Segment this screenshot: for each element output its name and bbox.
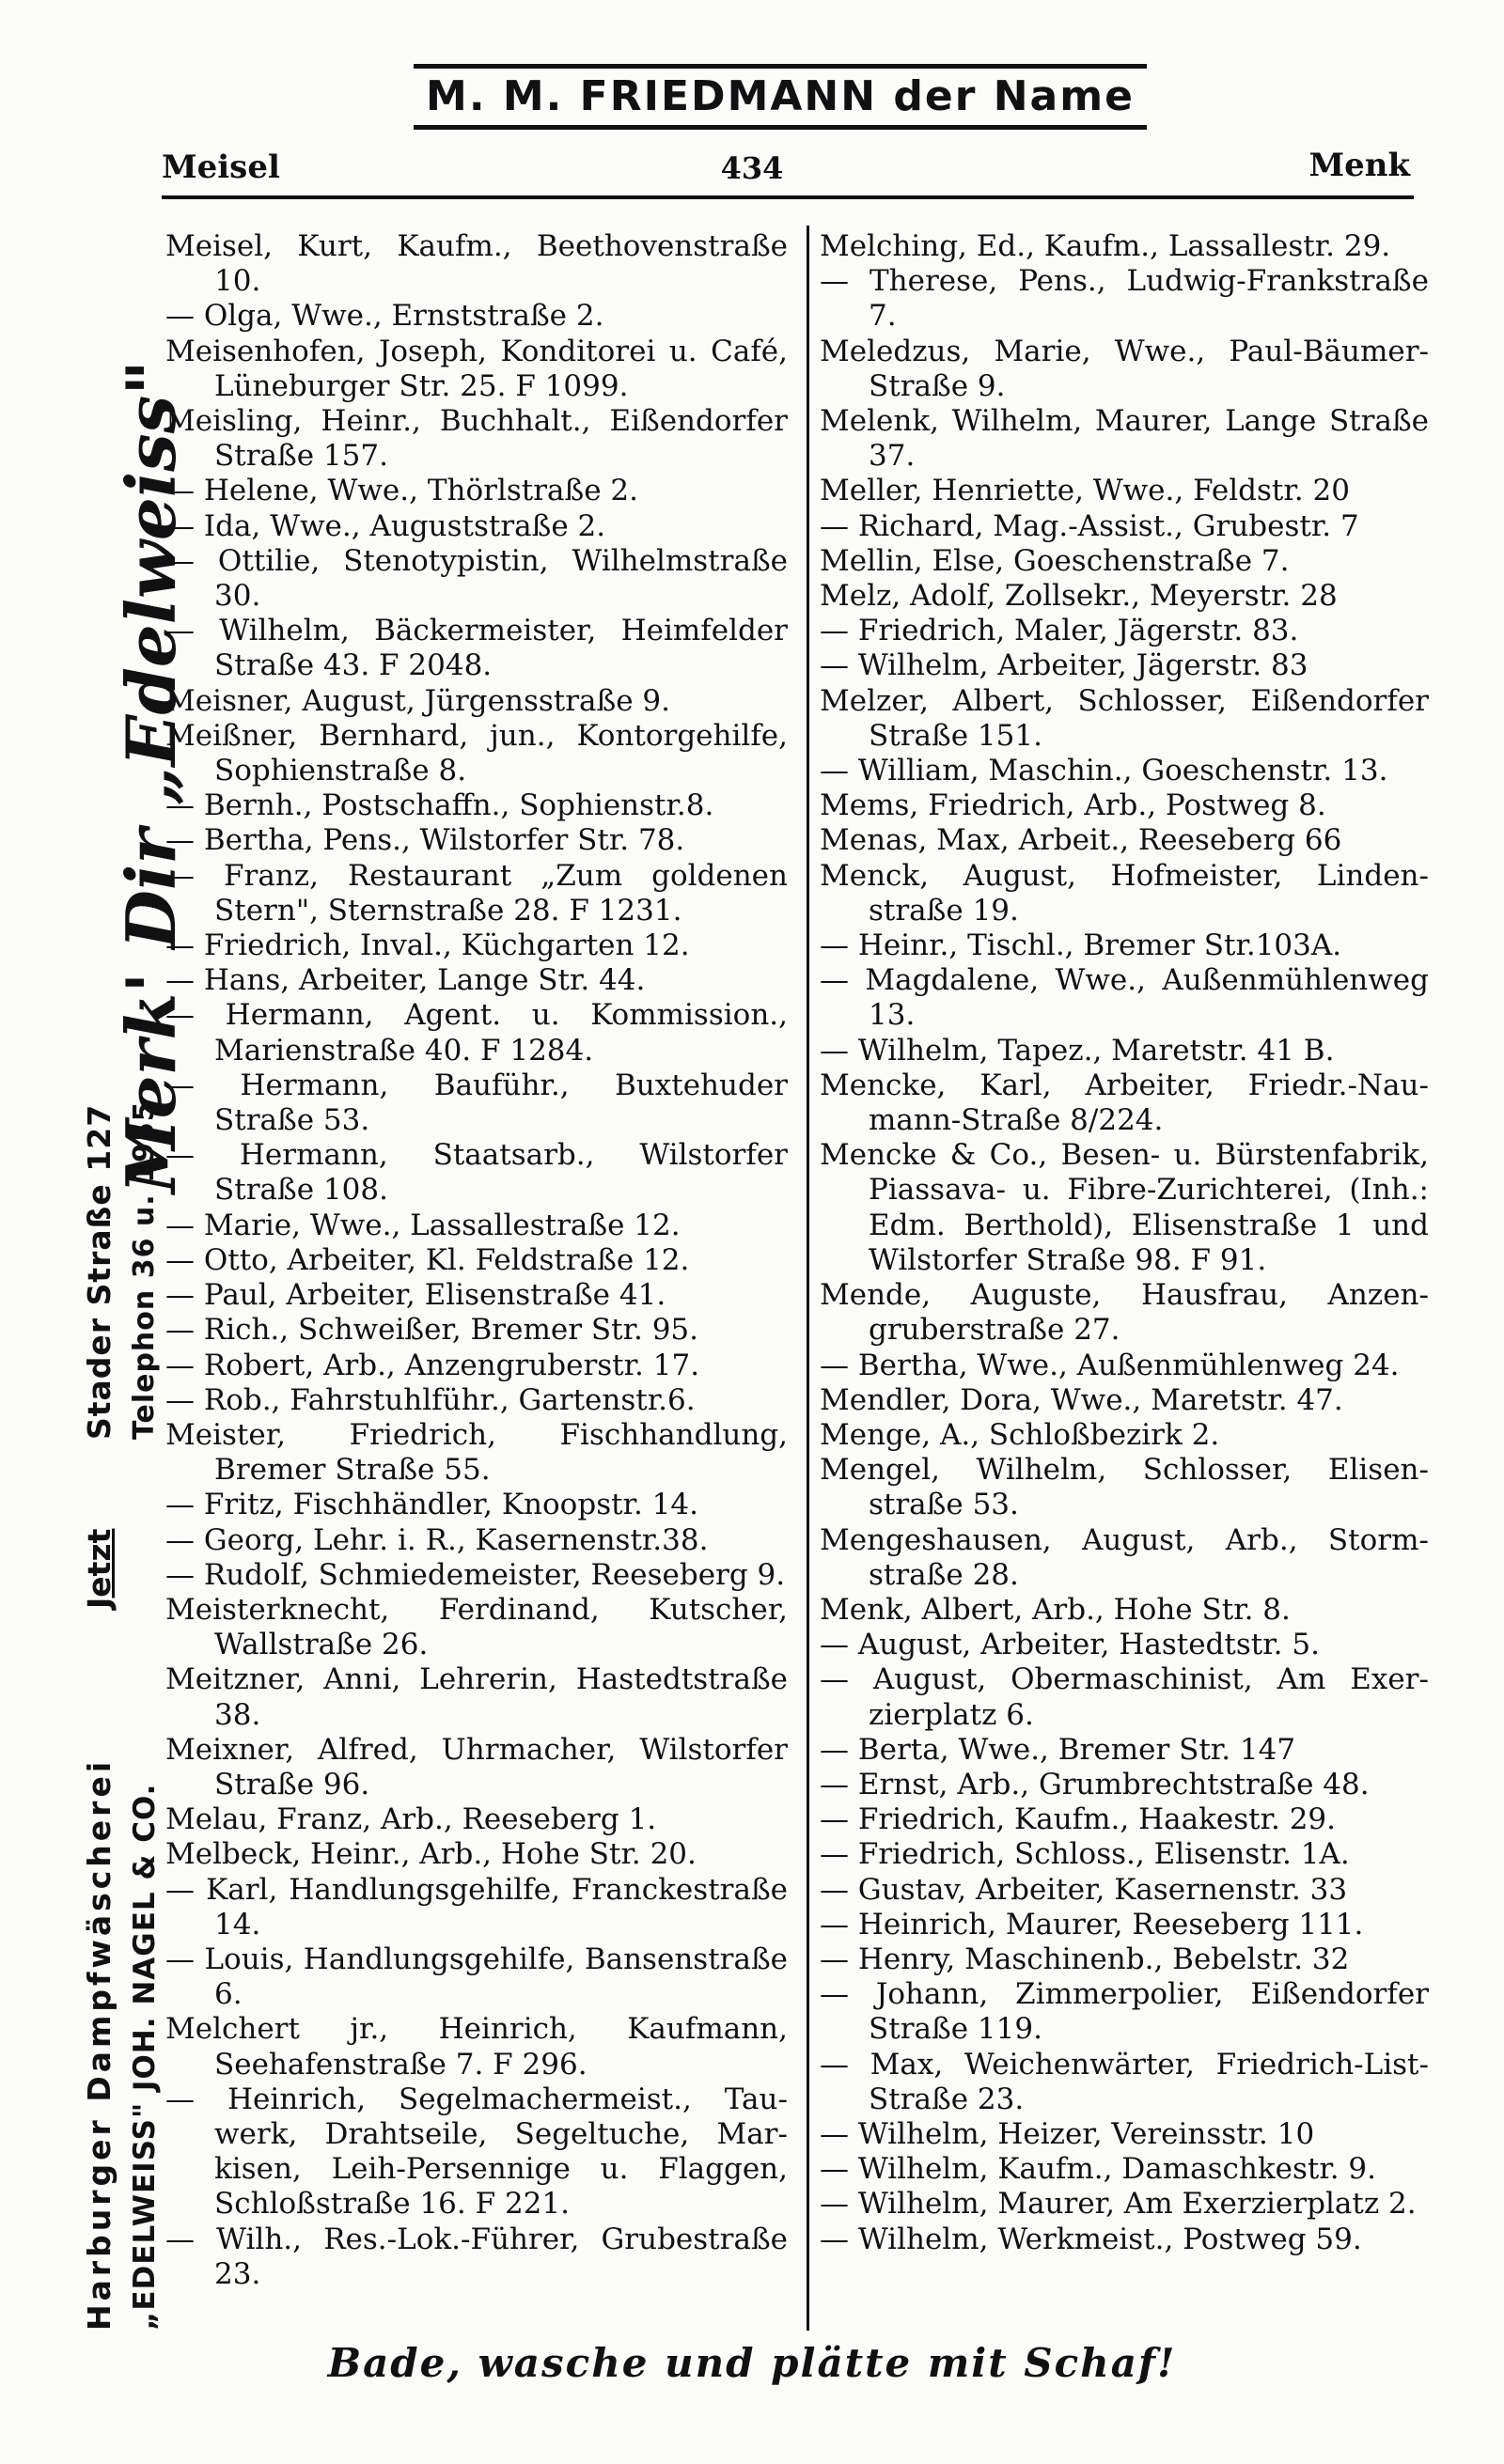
directory-entry: — Magdalene, Wwe., Außenmühlenweg 13. [820,963,1429,1033]
directory-entry: — Richard, Mag.-Assist., Grubestr. 7 [820,508,1359,543]
directory-entry: — Friedrich, Kaufm., Haakestr. 29. [820,1802,1337,1837]
right-column [820,229,1429,2257]
top-advertisement-banner [414,64,1147,130]
directory-entry: Mende, Auguste, Hausfrau, Anzengruberstraße 27. [820,1278,1429,1348]
directory-entry: Meißner, Bernhard, jun., Kontorgehilfe, Sophienstraße 8. [165,718,788,788]
directory-entry: Menk, Albert, Arb., Hohe Str. 8. [820,1592,1291,1627]
directory-entry: Mencke & Co., Besen- u. Bürstenfabrik, Piassava- u. Fibre-Zurichterei, (Inh.: Edm. Berthold), Elisenstraße 1 und Wilstorfer Straße 98. F 91. [820,1138,1429,1277]
directory-entry: — Ida, Wwe., Auguststraße 2. [165,508,606,543]
directory-entry: — Therese, Pens., Ludwig-Frankstraße 7. [820,264,1429,334]
directory-entry: Mellin, Else, Goeschenstraße 7. [820,543,1290,578]
directory-entry: — Hans, Arbeiter, Lange Str. 44. [165,963,646,998]
directory-entry: Melenk, Wilhelm, Maurer, Lange Straße 37. [820,404,1429,474]
page-number: 434 [720,150,784,186]
directory-entry: Menck, August, Hofmeister, Lindenstraße 19. [820,858,1429,928]
directory-entry: — Max, Weichenwärter, Friedrich-List-Straße 23. [820,2047,1429,2116]
directory-entry: — Wilh., Res.-Lok.-Führer, Grubestraße 23. [165,2222,788,2291]
directory-entry: — Wilhelm, Werkmeist., Postweg 59. [820,2222,1362,2256]
directory-entry: — Karl, Handlungsgehilfe, Franckestraße 14. [165,1872,788,1942]
directory-entry: — Wilhelm, Arbeiter, Jägerstr. 83 [820,648,1308,683]
directory-entry: Melz, Adolf, Zollsekr., Meyerstr. 28 [820,579,1338,614]
directory-entry: — Friedrich, Schloss., Elisenstr. 1A. [820,1837,1350,1872]
directory-entry: — Heinr., Tischl., Bremer Str.103A. [820,928,1342,963]
directory-entry: — Ottilie, Stenotypistin, Wilhelmstraße 30. [165,543,788,614]
header-rule [162,195,1414,199]
directory-entry: Meisel, Kurt, Kaufm., Beethovenstraße 10. [165,229,788,299]
directory-entry: Mengeshausen, August, Arb., Stormstraße 28. [820,1522,1429,1592]
directory-entry: — Wilhelm, Kaufm., Damaschkestr. 9. [820,2152,1377,2187]
directory-entry: Melau, Franz, Arb., Reeseberg 1. [165,1802,657,1837]
directory-entry: Meisner, August, Jürgensstraße 9. [165,683,671,718]
directory-entry: Meisling, Heinr., Buchhalt., Eißendorfer Straße 157. [165,404,788,474]
directory-entry: — Johann, Zimmerpolier, Eißendorfer Straße 119. [820,1977,1429,2047]
left-column [165,229,788,2292]
directory-entry: Melchert jr., Heinrich, Kaufmann, Seehafenstraße 7. F 296. [165,2012,788,2082]
directory-entry: — Louis, Handlungsgehilfe, Bansenstraße 6. [165,1942,788,2012]
directory-entry: — Friedrich, Inval., Küchgarten 12. [165,928,690,963]
directory-entry: — August, Arbeiter, Hastedtstr. 5. [820,1628,1320,1662]
directory-entry: Mencke, Karl, Arbeiter, Friedr.-Naumann-Straße 8/224. [820,1068,1429,1138]
directory-entry: — Fritz, Fischhändler, Knoopstr. 14. [165,1488,698,1522]
directory-entry: — Marie, Wwe., Lassallestraße 12. [165,1208,681,1242]
directory-entry: Meisenhofen, Joseph, Konditorei u. Café, Lüneburger Str. 25. F 1099. [165,334,788,403]
directory-entry: — Bertha, Wwe., Außenmühlenweg 24. [820,1348,1400,1382]
directory-entry: — Berta, Wwe., Bremer Str. 147 [820,1732,1296,1767]
directory-entry: — Georg, Lehr. i. R., Kasernenstr.38. [165,1522,709,1557]
directory-entry: Meledzus, Marie, Wwe., Paul-Bäumer-Straße 9. [820,334,1429,403]
directory-entry: — Robert, Arb., Anzengruberstr. 17. [165,1348,700,1382]
directory-entry: Mendler, Dora, Wwe., Maretstr. 47. [820,1382,1343,1417]
directory-entry: — Bertha, Pens., Wilstorfer Str. 78. [165,823,685,858]
directory-entry: — Olga, Wwe., Ernststraße 2. [165,299,604,334]
directory-entry: — Wilhelm, Maurer, Am Exerzierplatz 2. [820,2187,1417,2222]
side-ad-now-label: Jetzt [81,1528,118,1609]
directory-entry: — Wilhelm, Tapez., Maretstr. 41 B. [820,1033,1335,1068]
directory-entry: Meisterknecht, Ferdinand, Kutscher, Wallstraße 26. [165,1592,788,1662]
directory-entry: — Friedrich, Maler, Jägerstr. 83. [820,614,1299,648]
running-head-right: Menk [1308,147,1410,184]
running-head-left: Meisel [162,148,280,186]
directory-entry: Melzer, Albert, Schlosser, Eißendorfer Straße 151. [820,683,1429,753]
side-ad-brand: „EDELWEISS" JOH. NAGEL & CO. [128,1783,162,2331]
directory-entry: — William, Maschin., Goeschenstr. 13. [820,754,1388,788]
directory-entry: — Rich., Schweißer, Bremer Str. 95. [165,1313,699,1348]
directory-entry: Meller, Henriette, Wwe., Feldstr. 20 [820,474,1350,508]
directory-entry: Menas, Max, Arbeit., Reeseberg 66 [820,823,1342,858]
directory-entry: — August, Obermaschinist, Am Exerzierplatz 6. [820,1662,1429,1732]
directory-entry: — Hermann, Bauführ., Buxtehuder Straße 53. [165,1068,788,1138]
directory-entry: — Heinrich, Segelmachermeist., Tauwerk, Drahtseile, Segeltuche, Markisen, Leih-Persennige u. Flaggen, Schloßstraße 16. F 221. [165,2082,788,2222]
directory-entry: — Rob., Fahrstuhlführ., Gartenstr.6. [165,1382,696,1417]
banner-text: M. M. FRIEDMANN der Name [426,72,1135,120]
directory-entry: Melching, Ed., Kaufm., Lassallestr. 29. [820,229,1391,263]
side-ad-slogan: Merk' Dir „Edelweiss" [111,360,191,1193]
directory-entry: — Rudolf, Schmiedemeister, Reeseberg 9. [165,1557,786,1592]
directory-entry: — Wilhelm, Bäckermeister, Heimfelder Straße 43. F 2048. [165,614,788,683]
directory-entry: — Henry, Maschinenb., Bebelstr. 32 [820,1942,1350,1976]
directory-entry: — Otto, Arbeiter, Kl. Feldstraße 12. [165,1242,690,1277]
side-ad-address: Stader Straße 127 [81,1103,118,1440]
directory-entry: — Wilhelm, Heizer, Vereinsstr. 10 [820,2116,1315,2151]
directory-entry: Mems, Friedrich, Arb., Postweg 8. [820,788,1326,823]
directory-entry: — Bernh., Postschaffn., Sophienstr.8. [165,788,714,823]
column-divider [807,226,809,2331]
directory-entry: Meitzner, Anni, Lehrerin, Hastedtstraße 38. [165,1662,788,1732]
directory-entry: Mengel, Wilhelm, Schlosser, Elisenstraße 53. [820,1453,1429,1522]
directory-entry: — Ernst, Arb., Grumbrechtstraße 48. [820,1767,1370,1801]
directory-entry: — Paul, Arbeiter, Elisenstraße 41. [165,1278,666,1313]
directory-entry: Meixner, Alfred, Uhrmacher, Wilstorfer Straße 96. [165,1732,788,1801]
side-ad-company: Harburger Dampfwäscherei [81,1757,118,2331]
directory-entry: — Franz, Restaurant „Zum goldenen Stern", Sternstraße 28. F 1231. [165,858,788,928]
directory-entry: Meister, Friedrich, Fischhandlung, Bremer Straße 55. [165,1417,788,1488]
directory-entry: — Gustav, Arbeiter, Kasernenstr. 33 [820,1872,1348,1907]
directory-entry: — Hermann, Staatsarb., Wilstorfer Straße 108. [165,1138,788,1208]
directory-entry: — Helene, Wwe., Thörlstraße 2. [165,474,639,508]
directory-entry: Melbeck, Heinr., Arb., Hohe Str. 20. [165,1837,697,1872]
directory-entry: Menge, A., Schloßbezirk 2. [820,1417,1220,1452]
directory-entry: — Hermann, Agent. u. Kommission., Marienstraße 40. F 1284. [165,998,788,1068]
footer-slogan: Bade, wasche und plätte mit Schaf! [327,2340,1177,2386]
directory-entry: — Heinrich, Maurer, Reeseberg 111. [820,1907,1364,1942]
side-ad-phone: Telephon 36 u. 1955 [128,1100,161,1440]
